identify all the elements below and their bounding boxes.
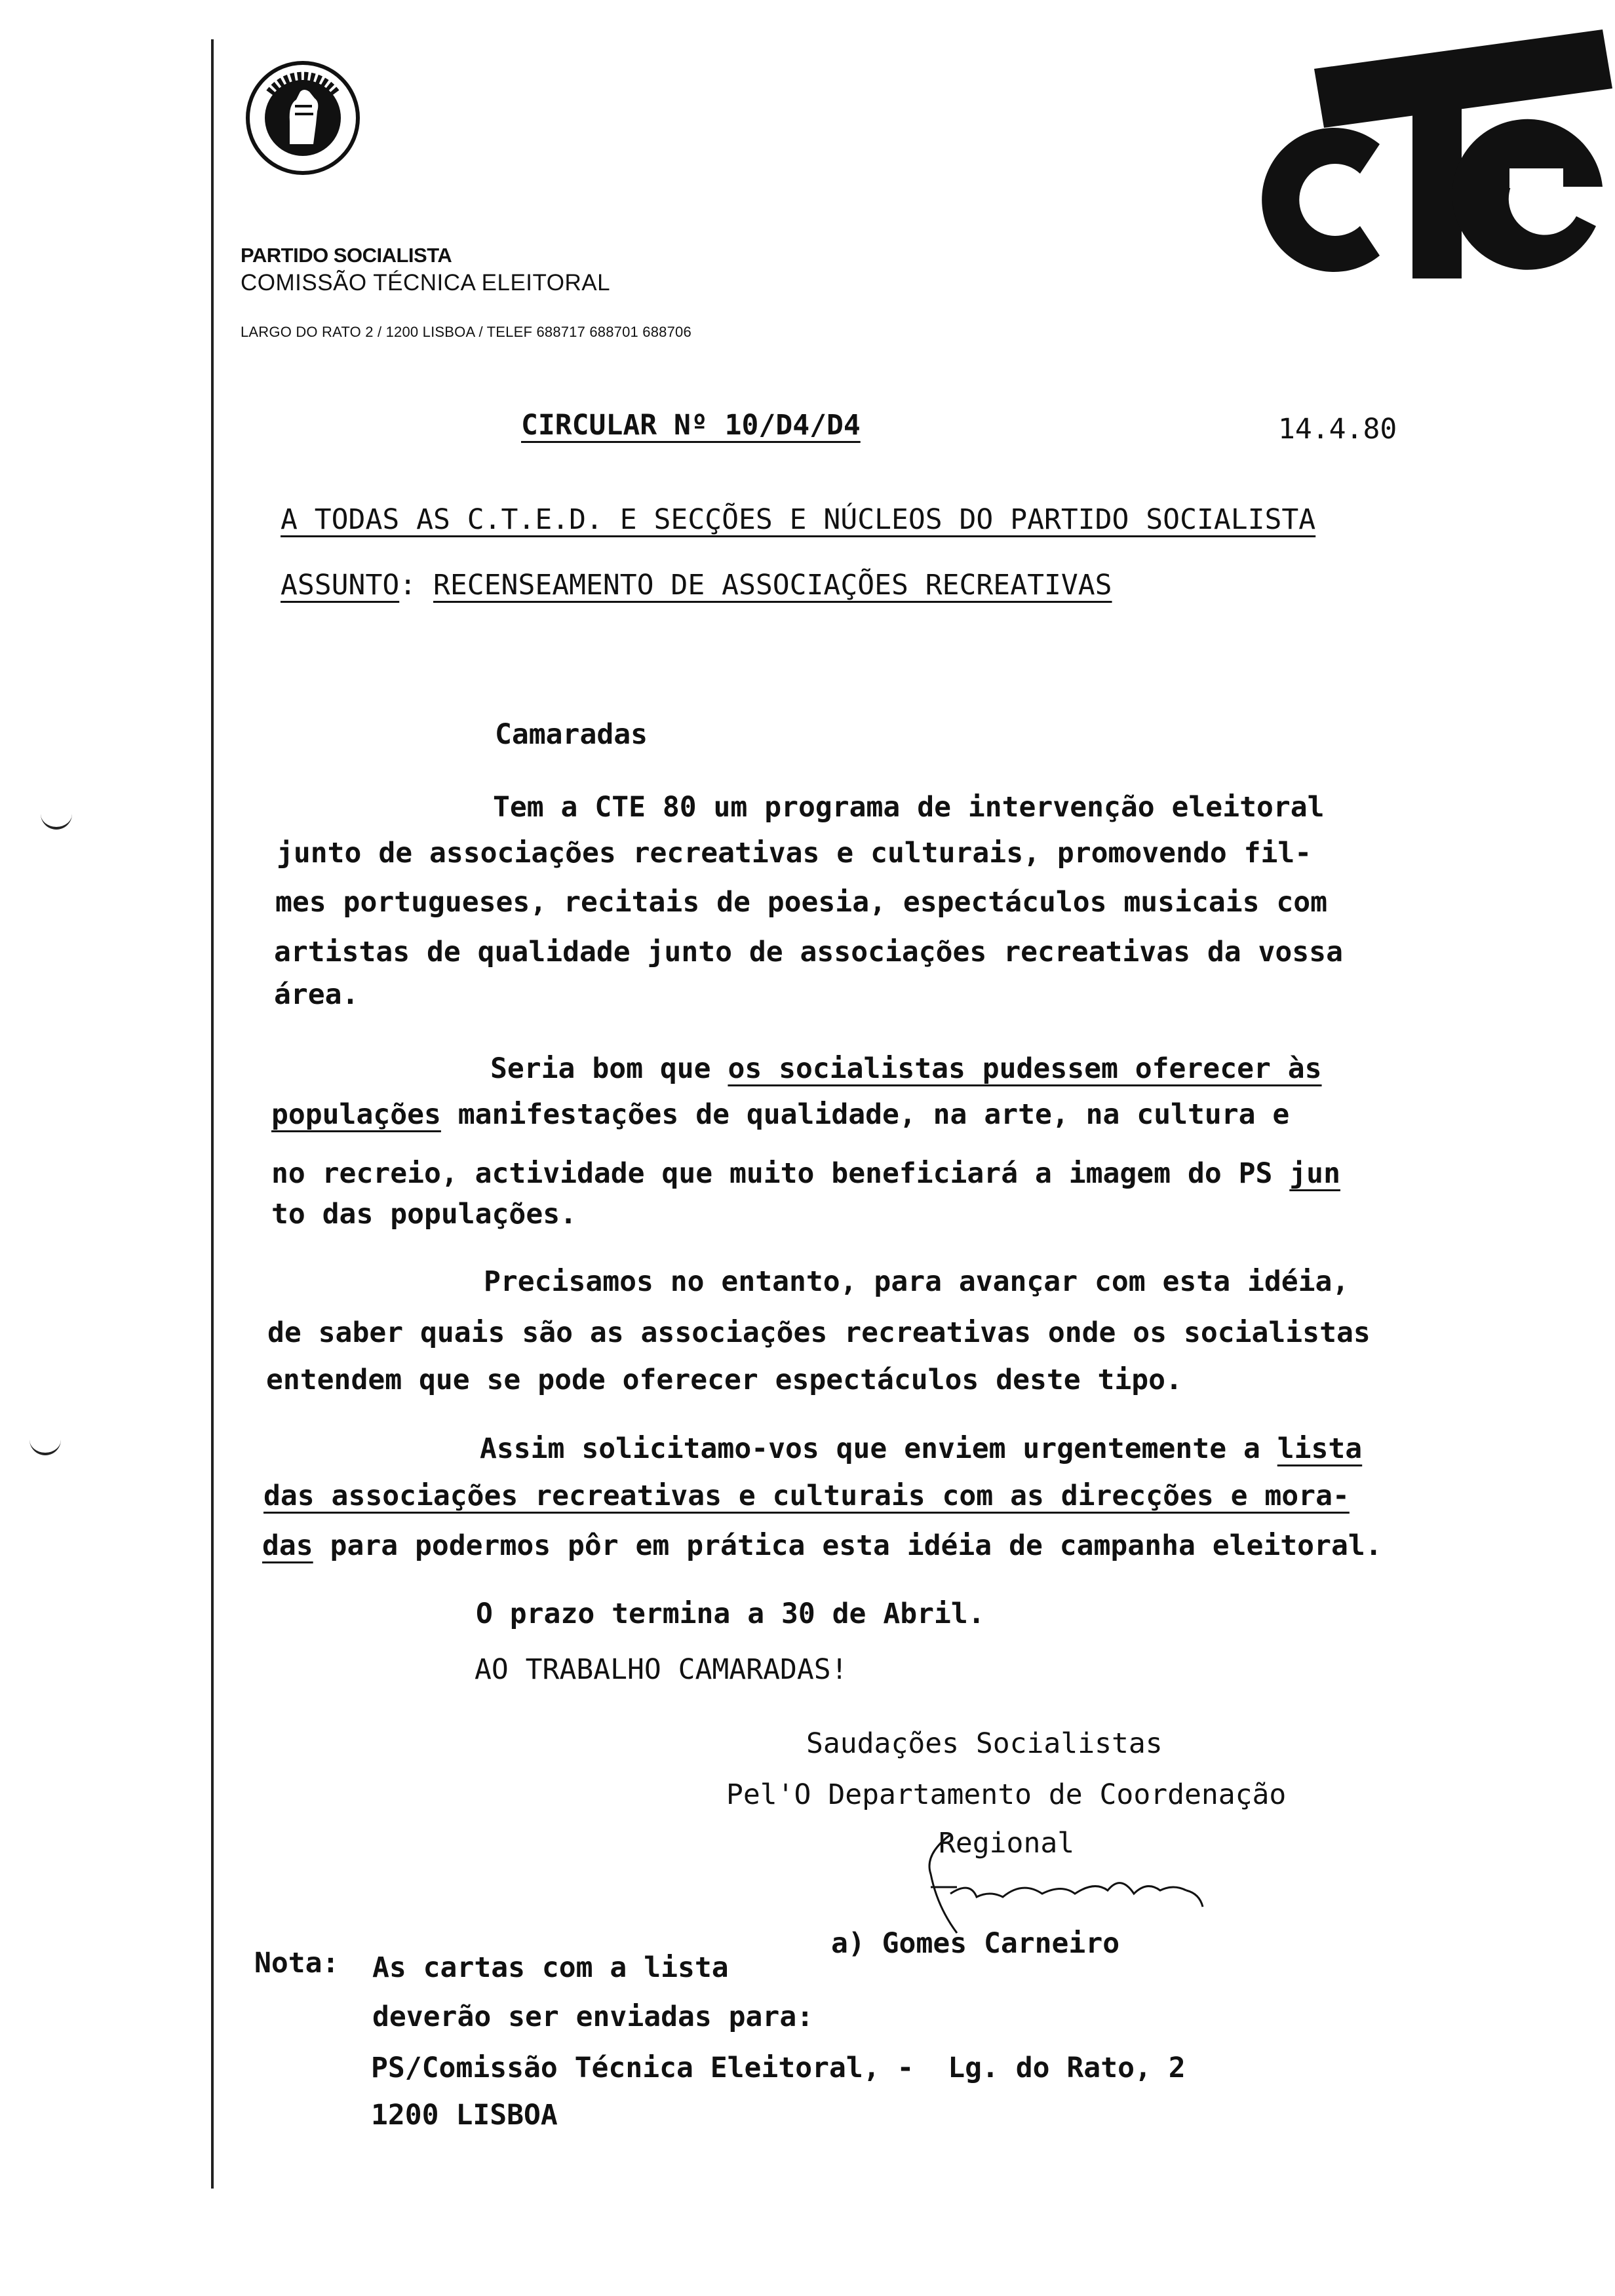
body-line: das para podermos pôr em prática esta idéia de campanha eleitoral. bbox=[262, 1529, 1382, 1562]
body-line: entendem que se pode oferecer espectáculos deste tipo. bbox=[266, 1364, 1182, 1396]
closing-regional: Regional bbox=[939, 1827, 1075, 1860]
ps-fist-logo bbox=[244, 59, 362, 177]
handwritten-signature bbox=[911, 1828, 1252, 1940]
body-line: área. bbox=[274, 978, 359, 1011]
note-line: 1200 LISBOA bbox=[371, 2099, 558, 2132]
closing-department: Pel'O Departamento de Coordenação bbox=[726, 1778, 1287, 1811]
call-to-action: AO TRABALHO CAMARADAS! bbox=[475, 1653, 848, 1686]
note-line: As cartas com a lista bbox=[372, 1951, 729, 1984]
body-line: das associações recreativas e culturais com as direcções e mora- bbox=[263, 1480, 1350, 1512]
signatory: a) Gomes Carneiro bbox=[831, 1927, 1120, 1960]
department-name: COMISSÃO TÉCNICA ELEITORAL bbox=[241, 270, 611, 296]
body-line: no recreio, actividade que muito beneficiará a imagem do PS jun bbox=[271, 1157, 1340, 1190]
circular-date: 14.4.80 bbox=[1278, 413, 1397, 446]
body-line: junto de associações recreativas e culturais, promovendo fil- bbox=[277, 837, 1312, 870]
note-line: PS/Comissão Técnica Eleitoral, - Lg. do Rato, 2 bbox=[371, 2052, 1186, 2084]
body-line: artistas de qualidade junto de associações recreativas da vossa bbox=[274, 936, 1343, 968]
punch-mark bbox=[41, 813, 72, 830]
salutation: Camaradas bbox=[495, 718, 648, 751]
body-line: de saber quais são as associações recreativas onde os socialistas bbox=[267, 1316, 1371, 1349]
letterhead-address: LARGO DO RATO 2 / 1200 LISBOA / TELEF 688717 688701 688706 bbox=[241, 324, 691, 340]
addressee: A TODAS AS C.T.E.D. E SECÇÕES E NÚCLEOS DO PARTIDO SOCIALISTA bbox=[281, 503, 1316, 536]
punch-mark bbox=[29, 1438, 61, 1455]
body-line: to das populações. bbox=[271, 1198, 577, 1231]
party-name: PARTIDO SOCIALISTA bbox=[241, 244, 452, 267]
circular-number: CIRCULAR Nº 10/D4/D4 bbox=[521, 409, 861, 442]
margin-line bbox=[211, 39, 214, 2189]
note-line: deverão ser enviadas para: bbox=[372, 2000, 814, 2033]
cte-logo bbox=[1255, 29, 1612, 292]
subject-text: RECENSEAMENTO DE ASSOCIAÇÕES RECREATIVAS bbox=[433, 569, 1112, 602]
body-line: Seria bom que os socialistas pudessem oferecer às bbox=[490, 1052, 1322, 1085]
body-line: Assim solicitamo-vos que enviem urgentemente a lista bbox=[480, 1432, 1363, 1465]
deadline-line: O prazo termina a 30 de Abril. bbox=[476, 1598, 985, 1630]
body-line: Precisamos no entanto, para avançar com esta idéia, bbox=[484, 1265, 1350, 1298]
subject-line: ASSUNTO: RECENSEAMENTO DE ASSOCIAÇÕES RECREATIVAS bbox=[281, 569, 1112, 602]
body-line: Tem a CTE 80 um programa de intervenção eleitoral bbox=[493, 791, 1325, 824]
body-line: populações manifestações de qualidade, na arte, na cultura e bbox=[271, 1098, 1290, 1131]
subject-label: ASSUNTO bbox=[281, 569, 400, 602]
note-label: Nota: bbox=[254, 1947, 340, 1980]
closing-greeting: Saudações Socialistas bbox=[806, 1727, 1163, 1760]
body-line: mes portugueses, recitais de poesia, espectáculos musicais com bbox=[275, 886, 1328, 919]
